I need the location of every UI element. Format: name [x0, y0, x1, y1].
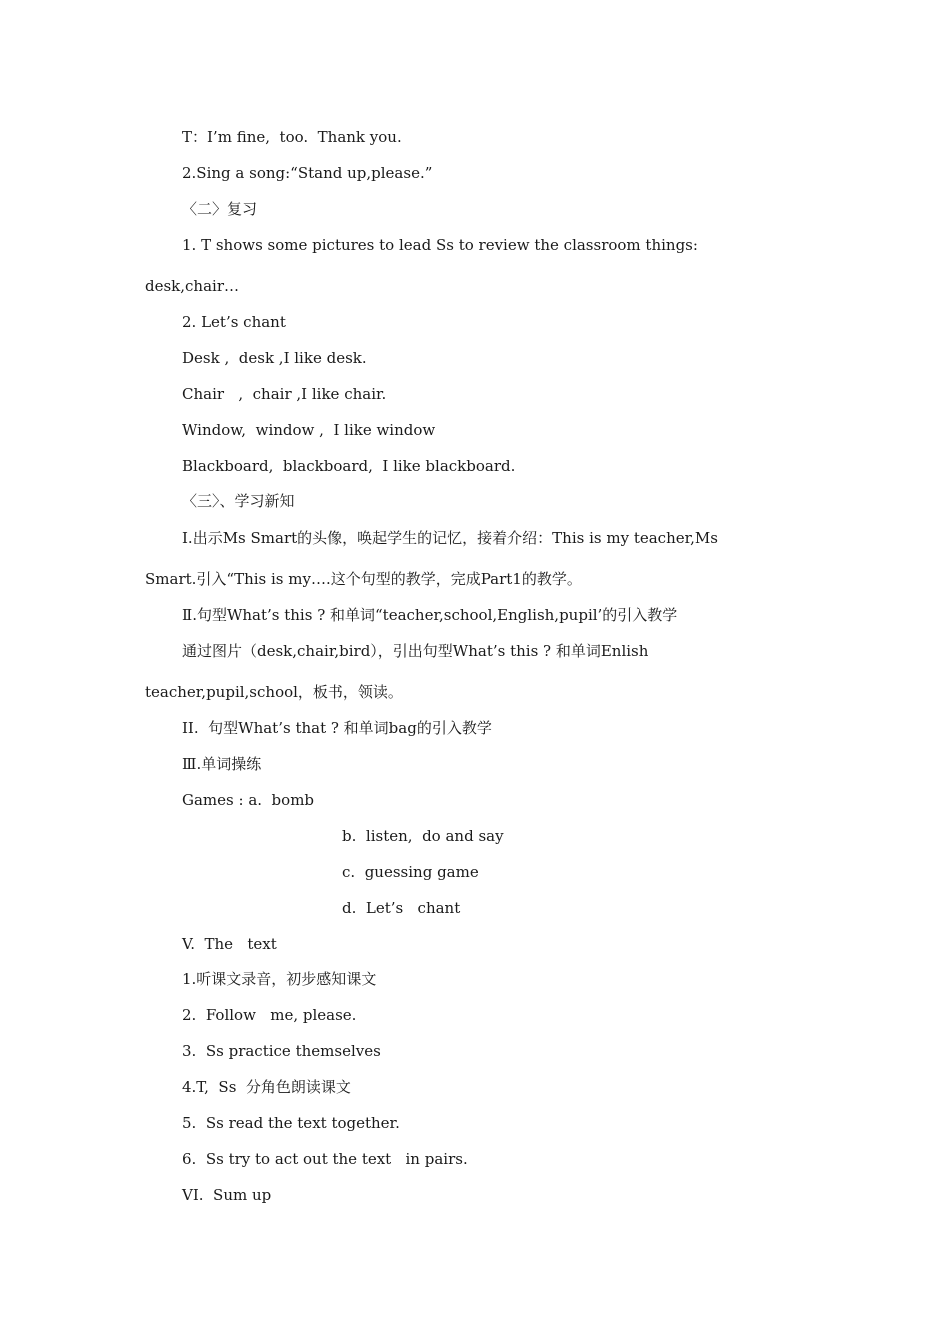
- new-learning-step-2: Ⅱ.句型What’s this ? 和单词“teacher,school,English,pupil’的引入教学: [182, 606, 678, 624]
- review-step-2: 2. Let’s chant: [182, 313, 286, 331]
- section-heading-word-practice: Ⅲ.单词操练: [182, 755, 262, 773]
- section-heading-text: V. The text: [182, 935, 277, 953]
- games-item-c: c. guessing game: [342, 863, 479, 881]
- games-item-d: d. Let’s chant: [342, 899, 461, 917]
- text-step-2: 2. Follow me, please.: [182, 1006, 357, 1024]
- new-learning-step-2-detail-continued: teacher,pupil,school，板书，领读。: [145, 683, 403, 701]
- section-heading-new-learning: 〈三〉、学习新知: [182, 492, 295, 510]
- games-item-b: b. listen, do and say: [342, 827, 504, 845]
- chant-line-chair: Chair , chair ,I like chair.: [182, 385, 387, 403]
- text-step-6: 6. Ss try to act out the text in pairs.: [182, 1150, 468, 1168]
- text-step-3: 3. Ss practice themselves: [182, 1042, 381, 1060]
- new-learning-step-that: II. 句型What’s that ? 和单词bag的引入教学: [182, 719, 492, 737]
- new-learning-step-2-detail: 通过图片（desk,chair,bird），引出句型What’s this ? 和单词Enlish: [182, 642, 649, 660]
- text-step-5: 5. Ss read the text together.: [182, 1114, 400, 1132]
- text-step-4: 4.T, Ss 分角色朗读课文: [182, 1078, 351, 1096]
- chant-line-desk: Desk , desk ,I like desk.: [182, 349, 367, 367]
- new-learning-step-1: Ⅰ.出示Ms Smart的头像，唤起学生的记忆，接着介绍：This is my teacher,Ms: [182, 529, 718, 547]
- section-heading-sum-up: VI. Sum up: [182, 1186, 272, 1204]
- review-step-1-continued: desk,chair…: [145, 277, 240, 295]
- review-step-1: 1. T shows some pictures to lead Ss to review the classroom things:: [182, 236, 698, 254]
- warmup-song-item: 2.Sing a song:“Stand up,please.”: [182, 164, 433, 182]
- dialogue-line-teacher: T：I’m fine, too. Thank you.: [182, 128, 402, 146]
- chant-line-window: Window, window , I like window: [182, 421, 436, 439]
- games-item-a: Games : a. bomb: [182, 791, 315, 809]
- text-step-1: 1.听课文录音，初步感知课文: [182, 970, 377, 988]
- new-learning-step-1-continued: Smart.引入“This is my….这个句型的教学，完成Part1的教学。: [145, 570, 582, 588]
- chant-line-blackboard: Blackboard, blackboard, I like blackboard.: [182, 457, 516, 475]
- section-heading-review: 〈二〉复习: [182, 200, 258, 218]
